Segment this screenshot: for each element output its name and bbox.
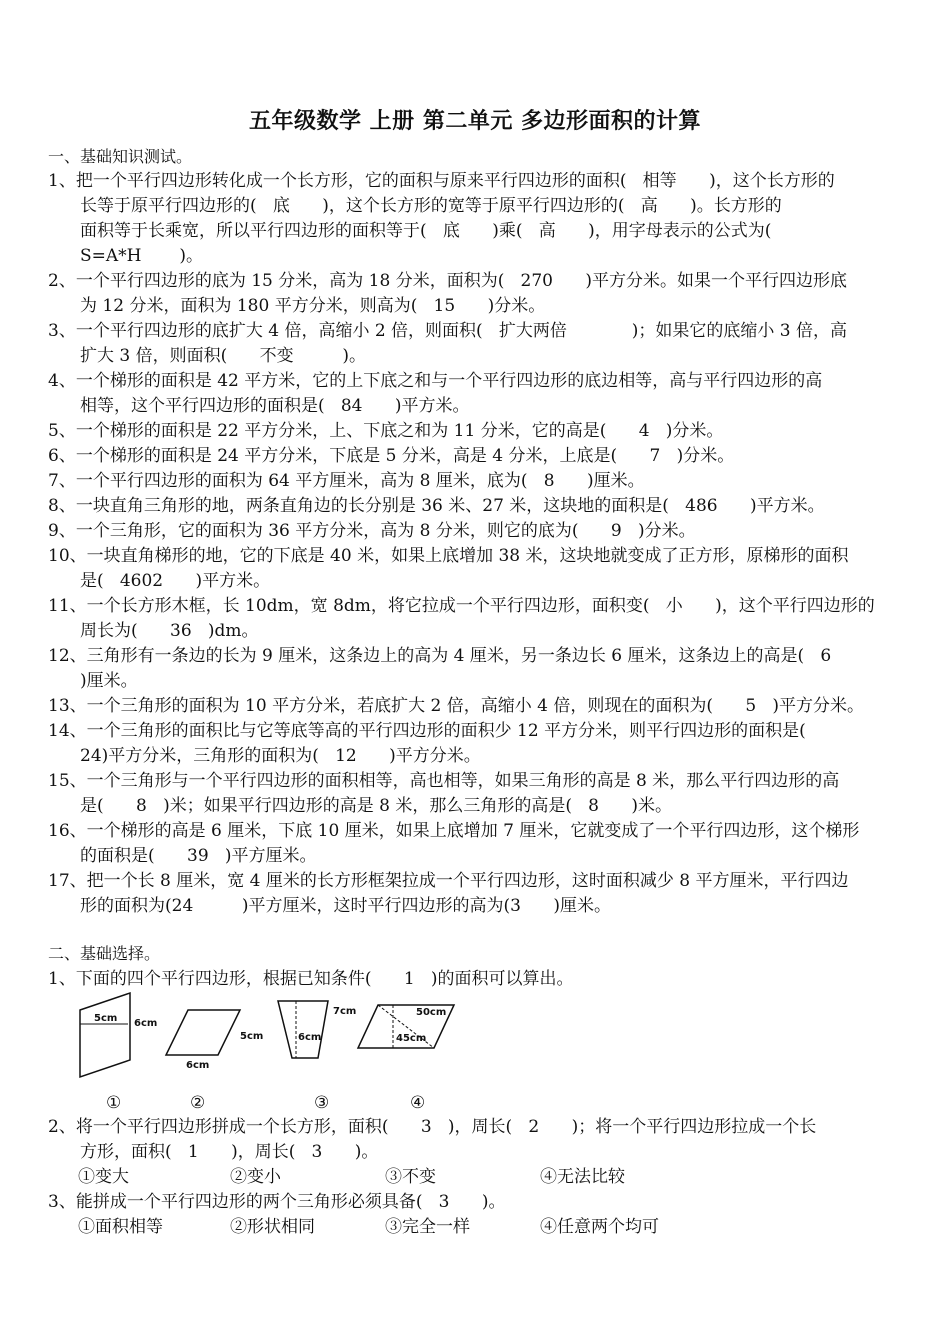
- option: ①变大: [78, 1167, 129, 1187]
- figure-2: [166, 1010, 240, 1055]
- question-3: 3、能拼成一个平行四边形的两个三角形必须具备( 3 )。: [48, 1192, 506, 1212]
- option: ②变小: [230, 1167, 281, 1187]
- figure-4-label-a: 50cm: [416, 1007, 447, 1018]
- text-line: 8、一块直角三角形的地，两条直角边的长分别是 36 米、27 米，这块地的面积是( 486 )平方米。: [48, 496, 825, 516]
- figure-2-label-b: 6cm: [186, 1060, 210, 1071]
- text-line: 的面积是( 39 )平方厘米。: [80, 846, 317, 866]
- text-line: 1、把一个平行四边形转化成一个长方形，它的面积与原来平行四边形的面积( 相等 )，这个长方形的: [48, 171, 835, 191]
- text-line: 长等于原平行四边形的( 底 )，这个长方形的宽等于原平行四边形的( 高 )。长方形的: [80, 196, 782, 216]
- text-line: 15、一个三角形与一个平行四边形的面积相等，高也相等，如果三角形的高是 8 米，那么平行四边形的高: [48, 771, 840, 791]
- text-line: 13、一个三角形的面积为 10 平方分米，若底扩大 2 倍，高缩小 4 倍，则现在的面积为( 5 )平方分米。: [48, 696, 865, 716]
- figure-2-label-a: 5cm: [240, 1031, 264, 1042]
- text-line: 9、一个三角形，它的面积为 36 平方分米，高为 8 分米，则它的底为( 9 )分米。: [48, 521, 696, 541]
- text-line: 7、一个平行四边形的面积为 64 平方厘米，高为 8 厘米，底为( 8 )厘米。: [48, 471, 645, 491]
- option: ④任意两个均可: [540, 1217, 659, 1237]
- text-line: 6、一个梯形的面积是 24 平方分米，下底是 5 分米，高是 4 分米，上底是( 7 )分米。: [48, 446, 735, 466]
- text-line: 10、一块直角梯形的地，它的下底是 40 米，如果上底增加 38 米，这块地就变成了正方形，原梯形的面积: [48, 546, 849, 566]
- text-line: 是( 8 )米；如果平行四边形的高是 8 米，那么三角形的高是( 8 )米。: [80, 796, 673, 816]
- text-line: 16、一个梯形的高是 6 厘米，下底 10 厘米，如果上底增加 7 厘米，它就变成了一个平行四边形，这个梯形: [48, 821, 860, 841]
- figure-1: [80, 993, 130, 1077]
- option: ③完全一样: [385, 1217, 470, 1237]
- option: ③不变: [385, 1167, 436, 1187]
- page-title: 五年级数学 上册 第二单元 多边形面积的计算: [249, 109, 701, 134]
- text-line: 24)平方分米，三角形的面积为( 12 )平方分米。: [80, 746, 481, 766]
- text-line: 11、一个长方形木框，长 10dm，宽 8dm，将它拉成一个平行四边形，面积变( 小 )，这个平行四边形的: [48, 596, 875, 616]
- figure-4-label-b: 45cm: [396, 1033, 427, 1044]
- figure-1-label-a: 5cm: [94, 1013, 118, 1024]
- section-2-heading: 二、基础选择。: [48, 944, 161, 963]
- figure-number: ②: [190, 1093, 206, 1113]
- option: ②形状相同: [230, 1217, 315, 1237]
- text-line: 相等，这个平行四边形的面积是( 84 )平方米。: [80, 396, 470, 416]
- text-line: 扩大 3 倍，则面积( 不变 )。: [80, 346, 366, 366]
- text-line: 5、一个梯形的面积是 22 平方分米，上、下底之和为 11 分米，它的高是( 4 )分米。: [48, 421, 724, 441]
- figure-number: ①: [106, 1093, 122, 1113]
- text-line: 周长为( 36 )dm。: [80, 621, 259, 641]
- text-line: 12、三角形有一条边的长为 9 厘米，这条边上的高为 4 厘米，另一条边长 6 厘米，这条边上的高是( 6: [48, 646, 832, 666]
- figure-number: ④: [410, 1093, 426, 1113]
- text-line: 4、一个梯形的面积是 42 平方米，它的上下底之和与一个平行四边形的底边相等，高与平行四边形的高: [48, 371, 823, 391]
- option: ④无法比较: [540, 1167, 625, 1187]
- text-line: )厘米。: [80, 671, 138, 691]
- figure-1-label-b: 6cm: [134, 1018, 158, 1029]
- text-line: 为 12 分米，面积为 180 平方分米，则高为( 15 )分米。: [80, 296, 546, 316]
- text-line: 面积等于长乘宽，所以平行四边形的面积等于( 底 )乘( 高 )，用字母表示的公式为(: [80, 221, 772, 241]
- figure-3-label-a: 7cm: [333, 1006, 357, 1017]
- text-line: 14、一个三角形的面积比与它等底等高的平行四边形的面积少 12 平方分米，则平行四边形的面积是(: [48, 721, 806, 741]
- text-line: 是( 4602 )平方米。: [80, 571, 271, 591]
- figure-3-label-b: 6cm: [298, 1032, 322, 1043]
- text-line: S=A*H )。: [80, 246, 203, 266]
- option: ①面积相等: [78, 1217, 163, 1237]
- text-line: 形的面积为(24 )平方厘米，这时平行四边形的高为(3 )厘米。: [80, 896, 612, 916]
- section-1-heading: 一、基础知识测试。: [48, 147, 193, 166]
- figure-number: ③: [314, 1093, 330, 1113]
- text-line: 2、一个平行四边形的底为 15 分米，高为 18 分米，面积为( 270 )平方分米。如果一个平行四边形底: [48, 271, 848, 291]
- text-line: 3、一个平行四边形的底扩大 4 倍，高缩小 2 倍，则面积( 扩大两倍 )；如果它的底缩小 3 倍，高: [48, 321, 848, 341]
- question-2-line-1: 2、将一个平行四边形拼成一个长方形，面积( 3 )，周长( 2 )；将一个平行四边形拉成一个长: [48, 1117, 817, 1137]
- question-1: 1、下面的四个平行四边形，根据已知条件( 1 )的面积可以算出。: [48, 969, 574, 989]
- text-line: 17、把一个长 8 厘米，宽 4 厘米的长方形框架拉成一个平行四边形，这时面积减少 8 平方厘米，平行四边: [48, 871, 849, 891]
- figure-3: [278, 1001, 328, 1058]
- question-2-line-2: 方形，面积( 1 )，周长( 3 )。: [80, 1142, 379, 1162]
